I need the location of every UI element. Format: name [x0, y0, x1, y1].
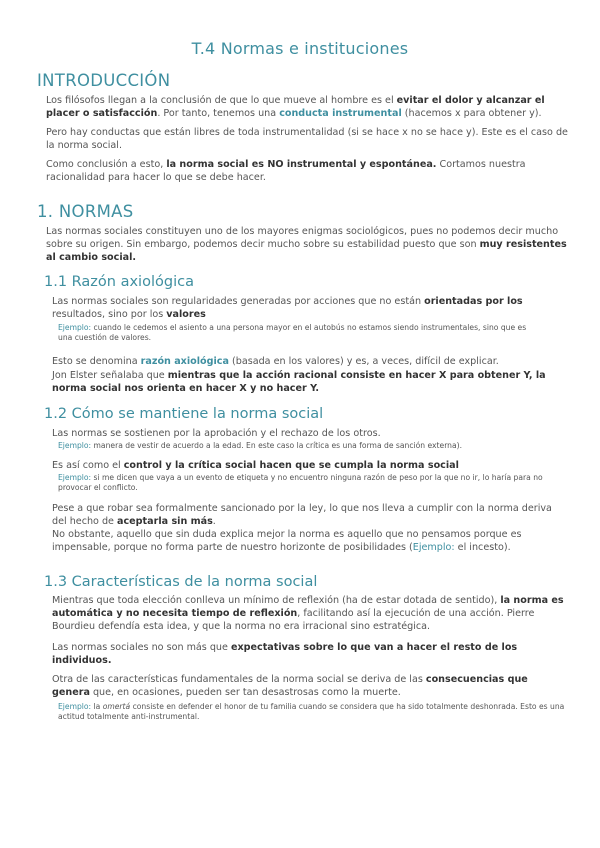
text-run: Como conclusión a esto,	[46, 159, 167, 170]
text-run: Las normas se sostienen por la aprobación y el rechazo de los otros.	[52, 428, 381, 439]
section-1-3-heading: 1.3 Características de la norma social	[44, 574, 318, 590]
intro-paragraph-3	[46, 158, 568, 184]
example-label: Ejemplo:	[58, 323, 92, 332]
text-run: resultados, sino por los	[52, 309, 167, 320]
emphasis-text: orientadas por los	[424, 296, 523, 307]
emphasis-text: muy resistentes al cambio social.	[46, 239, 567, 263]
example-label: Ejemplo:	[412, 542, 455, 553]
text-run: . Por tanto, tenemos una	[157, 108, 280, 119]
emphasis-text: valores	[166, 309, 206, 320]
text-run: Pero hay conductas que están libres de toda instrumentalidad (si se hace x no se hace y). Este es el caso de la norma social.	[46, 127, 568, 151]
emphasis-text: expectativas sobre lo que van a hacer el resto de los individuos.	[52, 642, 518, 666]
text-run: Esto se denomina	[52, 356, 141, 367]
s12-paragraph-4	[52, 528, 568, 554]
emphasis-text: mientras que la acción racional consiste en hacer X para obtener Y, la norma social nos orienta en hacer X y no hacer Y.	[52, 370, 546, 394]
text-run: Las normas sociales constituyen uno de los mayores enigmas sociológicos, pues no podemos decir mucho sobre su origen. Sin embargo, podemos decir mucho sobre su estabilidad puesto que son	[46, 226, 559, 250]
text-run: (hacemos x para obtener y).	[401, 108, 542, 119]
s12-paragraph-1	[52, 427, 568, 440]
text-run: Mientras que toda elección conlleva un mínimo de reflexión (ha de estar dotada de sentido),	[52, 595, 501, 606]
document-title: T.4 Normas e instituciones	[191, 39, 409, 58]
emphasis-text: razón axiológica	[140, 356, 229, 367]
example-label: Ejemplo:	[58, 702, 92, 711]
s11-paragraph-1	[52, 295, 568, 321]
s13-example-1	[58, 702, 568, 722]
text-run: que, en ocasiones, pueden ser tan desastrosas como la muerte.	[89, 687, 401, 698]
emphasis-text: consecuencias que genera	[52, 674, 528, 698]
text-run: (basada en los valores) y es, a veces, difícil de explicar.	[228, 356, 499, 367]
text-run: Jon Elster señalaba que	[52, 370, 168, 381]
s12-paragraph-3	[52, 502, 568, 528]
text-run: Las normas sociales son regularidades generadas por acciones que no están	[52, 296, 425, 307]
example-label: Ejemplo:	[58, 473, 92, 482]
intro-paragraph-1	[46, 94, 568, 120]
text-run: cuando le cedemos el asiento a una persona mayor en el autobús no estamos siendo instrumentales, sino que es una cuestión de valores.	[58, 323, 527, 342]
text-run: Es así como el	[52, 460, 124, 471]
text-run: Los filósofos llegan a la conclusión de que lo que mueve al hombre es el	[46, 95, 397, 106]
intro-paragraph-2	[46, 126, 568, 152]
s11-paragraph-2	[52, 355, 568, 368]
section-1-2-heading: 1.2 Cómo se mantiene la norma social	[44, 406, 324, 422]
text-run: si me dicen que vaya a un evento de etiqueta y no encuentro ninguna razón de peso por la que no ir, lo haría para no provocar el conflicto.	[58, 473, 543, 492]
text-run: manera de vestir de acuerdo a la edad. En este caso la crítica es una forma de sanción externa).	[91, 441, 463, 450]
text-run: Otra de las características fundamentales de la norma social se deriva de las	[52, 674, 426, 685]
text-run: omertá	[102, 702, 131, 711]
text-run: Pese a que robar sea formalmente sancionado por la ley, lo que nos lleva a cumplir con la norma deriva del hecho de	[52, 503, 552, 527]
emphasis-text: evitar el dolor y alcanzar el placer o satisfacción	[46, 95, 545, 119]
s13-paragraph-1	[52, 594, 568, 633]
emphasis-text: aceptarla sin más	[117, 516, 213, 527]
text-run: No obstante, aquello que sin duda explica mejor la norma es aquello que no pensamos porque es impensable, porque no forma parte de nuestro horizonte de posibilidades (	[52, 529, 522, 553]
s13-paragraph-2	[52, 641, 568, 667]
emphasis-text: control y la crítica social hacen que se cumpla la norma social	[123, 460, 459, 471]
s13-paragraph-3	[52, 673, 568, 699]
s12-example-1	[58, 441, 568, 451]
emphasis-text: la norma social es NO instrumental y espontánea.	[166, 159, 437, 170]
text-run: consiste en defender el honor de tu familia cuando se considera que ha sido totalmente deshonrada. Esto es una actitud totalmente anti-instrumental.	[58, 702, 565, 721]
section-1-1-heading: 1.1 Razón axiológica	[44, 274, 194, 290]
normas-heading: 1. NORMAS	[37, 202, 134, 221]
s11-example-1	[58, 323, 528, 343]
normas-paragraph-1	[46, 225, 568, 264]
s11-paragraph-3	[52, 369, 568, 395]
emphasis-text: conducta instrumental	[279, 108, 402, 119]
s12-paragraph-2	[52, 459, 568, 472]
text-run: .	[212, 516, 216, 527]
text-run: , facilitando así la ejecución de una acción. Pierre Bourdieu defendía esta idea, y que la norma no era irracional sino estratégica.	[52, 608, 535, 632]
s12-example-2	[58, 473, 568, 493]
emphasis-text: la norma es automática y no necesita tiempo de reflexión	[52, 595, 564, 619]
text-run: Las normas sociales no son más que	[52, 642, 231, 653]
text-run: el incesto).	[454, 542, 511, 553]
text-run: la	[91, 702, 103, 711]
intro-heading: INTRODUCCIÓN	[37, 71, 171, 90]
example-label: Ejemplo:	[58, 441, 92, 450]
text-run: Cortamos nuestra racionalidad para hacer lo que se debe hacer.	[46, 159, 526, 183]
